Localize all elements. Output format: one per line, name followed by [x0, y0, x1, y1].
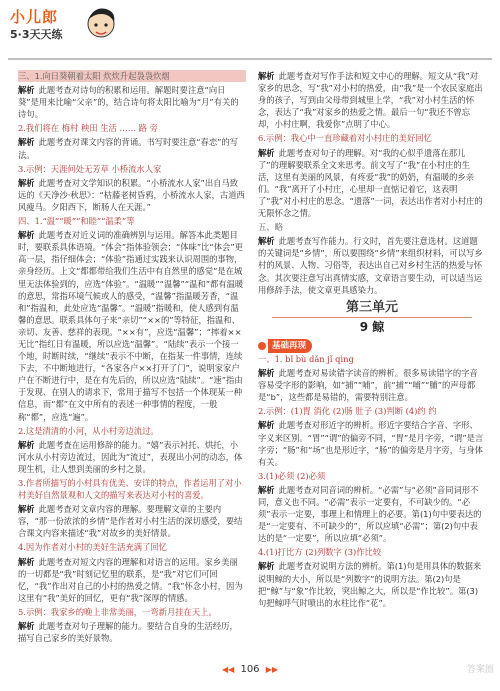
explanation-paragraph: [258, 484, 486, 544]
header-divider: [8, 58, 492, 60]
answer-text: 3.(1)必须 (2)必须: [258, 470, 326, 481]
page-header: [0, 0, 500, 58]
unit-divider: [272, 317, 472, 318]
answer-text: 四、1.“温”“暖”“和睦”“温柔”等: [18, 216, 135, 227]
unit-title: 第三单元: [345, 299, 398, 315]
explanation-label: 解析: [18, 439, 35, 450]
left-column: [18, 70, 246, 646]
section-dot-icon: [258, 342, 266, 350]
explanation-label: 解析: [18, 230, 35, 241]
explanation-text: 此题考查在运用修辞的能力。“嬉”表示衬托、烘托，小河水从小村旁边流过，因此为“流过”，表现出小河的动态，体现生机，让人想到美丽的乡村之景。: [18, 439, 243, 474]
explanation-paragraph: [18, 136, 246, 160]
explanation-text: 此题考查对易读错字读音的辨析。很多易读错字的字音容易受字形的影响，如“捕”“哺”，前“捕”“哺”“脯”的声母都是“b”，这些都是易错的，需要特别注意。: [258, 368, 478, 403]
explanation-paragraph: [258, 419, 486, 467]
explanation-paragraph: [258, 235, 486, 295]
explanation-paragraph: [18, 439, 246, 475]
explanation-text: 此题考查对写作手法和短文中心的理解。短文从“我”对家乡的思念，写“我”对小村的热爱，由“我”是一个农民家庭出身的孩子，写到由父母带到城里上学，“我”对小村生活的怀念，表达了“我”对家乡的热爱之情。最后一句“我还不曾忘却，小村庄啊，我爱你”点明了中心。: [258, 71, 483, 130]
explanation-text: 此题考查对形近字的辨析。形近字要结合字音、字形、字义来区别。“胃”“谓”的偏旁不同，“胃”是月字旁，“谓”是言字旁；“肠”和“场”也是形近字，“肠”的偏旁是月字旁，与身体有关。: [258, 420, 484, 467]
unit-header: [258, 299, 486, 334]
section-tag: 基础再现: [268, 339, 312, 353]
answer-text: 4.(1)打比方 (2)列数字 (3)作比较: [258, 547, 382, 558]
explanation-text: 此题考查对文学知识的积累。“小桥流水人家”出自马致远的《天净沙·秋思》：“枯藤老树昏鸦，小桥流水人家，古道西风瘦马。夕阳西下，断肠人在天涯。”: [18, 177, 245, 212]
explanation-label: 解析: [18, 85, 35, 96]
explanation-text: 此题考查对句子的理解。对“我的心似乎遗落在那儿了”的理解要联系全文来思考。前文写了“我”在小村庄的生活，这里有美丽的风景，有疼爱“我”的奶奶，有温暖的乡亲们。“我”离开了小村庄，心里却一直惦记着它，这表明了“我”对小村庄的思念。“遗落”一词，表达出作者对小村庄的无限怀念之情。: [258, 147, 483, 219]
mascot-icon: [84, 4, 118, 48]
explanation-label: 解析: [258, 420, 275, 431]
page-footer: [0, 664, 500, 675]
page-number: 106: [240, 664, 260, 675]
explanation-text: 此题考查对句子理解的能力。要结合自身的生活经历，描写自己家乡的美好景物。: [18, 621, 238, 644]
brand-subtitle: 5·3天天练: [10, 28, 63, 41]
explanation-text: 此题考查对诗句的积累和运用。解题时要注意“向日葵”是用来比喻“父亲”的，结合诗句将太阳比喻为“月”有关的诗句。: [18, 85, 239, 120]
explanation-paragraph: [18, 229, 246, 423]
explanation-text: 此题考查对课文内容的背诵。书写时要注意“春恋”的写法。: [18, 137, 239, 160]
explanation-paragraph: [18, 620, 246, 644]
explanation-text: 此题考查对近义词的准确辨别与运用。解答本此类题目时，要联系具体语境。“体会”指体验领会；“体味”比“体会”更高一层，指仔细体会；“体验”指通过实践来认识周围的事物，亲身经历。上文“都都带给我们生活中有自然里的感觉”是在城里无法体验到的，应选“体验”。“温暖”“温馨”“温和”都有温暖的意思，常指环境气候或人的感受，“温馨”指温暖芳香，“温和”指温和，此处应选“温馨”。“温暖”指暖和，使人感到有温馨的意思。联系具体句子来“亲切”“××的”等特征，指温和、亲切、友善、慈祥的表现。“××有”，应选“温馨”；“摔着××无比”指红日有温暖，所以应选“温馨”。“陆续”表示一个接一个地，时断时续，“继续”表示不中断，在指某一件事情，连续下去，不中断地进行，“各家各户××打开了门”，说明家家户户在不断进行中，是在有先后的，所以应选“陆续”。“速”指由于发现、在别人的请求下，常用于描写不包括一个体现某一种信息，而“都”在文中所有的表述一种事情的程度，一般称“都”，应选“遍”。: [18, 230, 244, 422]
explanation-paragraph: [258, 367, 486, 403]
answer-text: 3.作者所描写的小村具有优美、安详的特点，作者运用了对小村美好自然景观和人文的描写来表达对小村的喜爱。: [18, 478, 242, 501]
explanation-paragraph: [18, 556, 246, 604]
explanation-paragraph: [18, 84, 246, 120]
explanation-label: 解析: [18, 137, 35, 148]
explanation-paragraph: [258, 147, 486, 220]
right-column: [258, 70, 486, 611]
next-page-icon: ▶▶: [265, 665, 279, 674]
explanation-label: 解析: [18, 504, 35, 515]
explanation-label: 解析: [18, 621, 35, 632]
explanation-paragraph: [18, 503, 246, 539]
explanation-paragraph: [258, 560, 486, 608]
explanation-label: 解析: [18, 556, 35, 567]
answer-text: 5.示例：我家乡的晚上非常美丽，一弯新月挂在天上。: [18, 606, 217, 617]
explanation-label: 解析: [258, 561, 275, 572]
explanation-label: 解析: [258, 368, 275, 379]
question-heading: 三、1.向日葵朝着太阳 炊炊升起袅袅炊烟: [18, 70, 246, 82]
brand-logo: 小儿郎: [10, 8, 59, 26]
explanation-label: 解析: [258, 147, 275, 158]
explanation-label: 解析: [258, 236, 275, 247]
explanation-text: 此题考查对说明方法的辨析。第(1)句是用具体的数据来说明鲸的大小，所以是“列数字”的说明方法。第(2)句是把“鲸”与“象”作比较，突出鲸之大，所以是“作比较”。第(3)句把鲸呼气时喷出的水柱比作“花”。: [258, 561, 482, 608]
explanation-text: 此题考查对短文内容的理解和对语言的运用。家乡美丽的一切都是“我”时刻记忆里的联系，是“我”对它们可回忆，“我”作出对自己的小村的热爱之情。“我”怀念小村，因为这里有“我”美好的回忆，更有“我”深厚的情感。: [18, 556, 243, 603]
explanation-text: 此题考查写作能力。行文时，首先要注意选材。这道题的关键词是“乡情”，所以要围绕“乡情”来组织材料，可以写乡村的风景、人物、习俗等，表达出自己对乡村生活的热爱与怀念。其次要注意写出真情实感，文章语言要生动，可以适当运用修辞手法，使文章更具感染力。: [258, 236, 483, 295]
answer-text: 6.示例：我心中一直珍藏着对小村庄的美好回忆: [258, 133, 432, 144]
answer-text: 4.因为作者对小村的美好生活充满了回忆: [18, 542, 167, 553]
section-heading: [258, 339, 486, 353]
prev-page-icon: ◀◀: [221, 665, 235, 674]
explanation-label: 解析: [18, 177, 35, 188]
answer-text: 3.示例：天涯何处无芳草 小桥流水人家: [18, 163, 162, 174]
explanation-paragraph: [18, 177, 246, 213]
pinyin-answer: 一、1. bǐ bù dǎn jǐ qìng: [258, 353, 354, 364]
answer-text: 2.我们将在 梅村 秧田 生活 …… 路 旁: [18, 123, 158, 134]
explanation-label: 解析: [258, 484, 275, 495]
explanation-text: 此题考查对文章内容的理解。要理解文章的主要内容，“那一份浓浓的乡情”是作者对小村生活的深切感受，要结合课文内容来描述“我”对故乡的美好情景。: [18, 504, 243, 539]
question-heading: 五、略: [258, 222, 283, 233]
explanation-paragraph: [258, 70, 486, 130]
explanation-text: 此题考查对同音词的辨析。“必需”与“必须”音同词形不同，意义也不同。“必需”表示一定要有，不可缺少的。“必须”表示一定要，事理上和情理上的必要。第(1)句中要表达的是“一定要有、不可缺少的”，所以应填“必需”；第(2)句中表达的是“一定要”，所以应填“必须”。: [258, 484, 482, 544]
answer-text: 2.这是清清的小河，从小村旁边流过。: [18, 425, 159, 436]
lesson-title: 9 鲸: [359, 319, 385, 334]
explanation-label: 解析: [258, 71, 275, 81]
answer-text: 2.示例：(1)胃 消化 (2)肠 肚子 (3)判断 (4)约 约: [258, 406, 437, 417]
watermark: 答案圈: [466, 665, 494, 675]
